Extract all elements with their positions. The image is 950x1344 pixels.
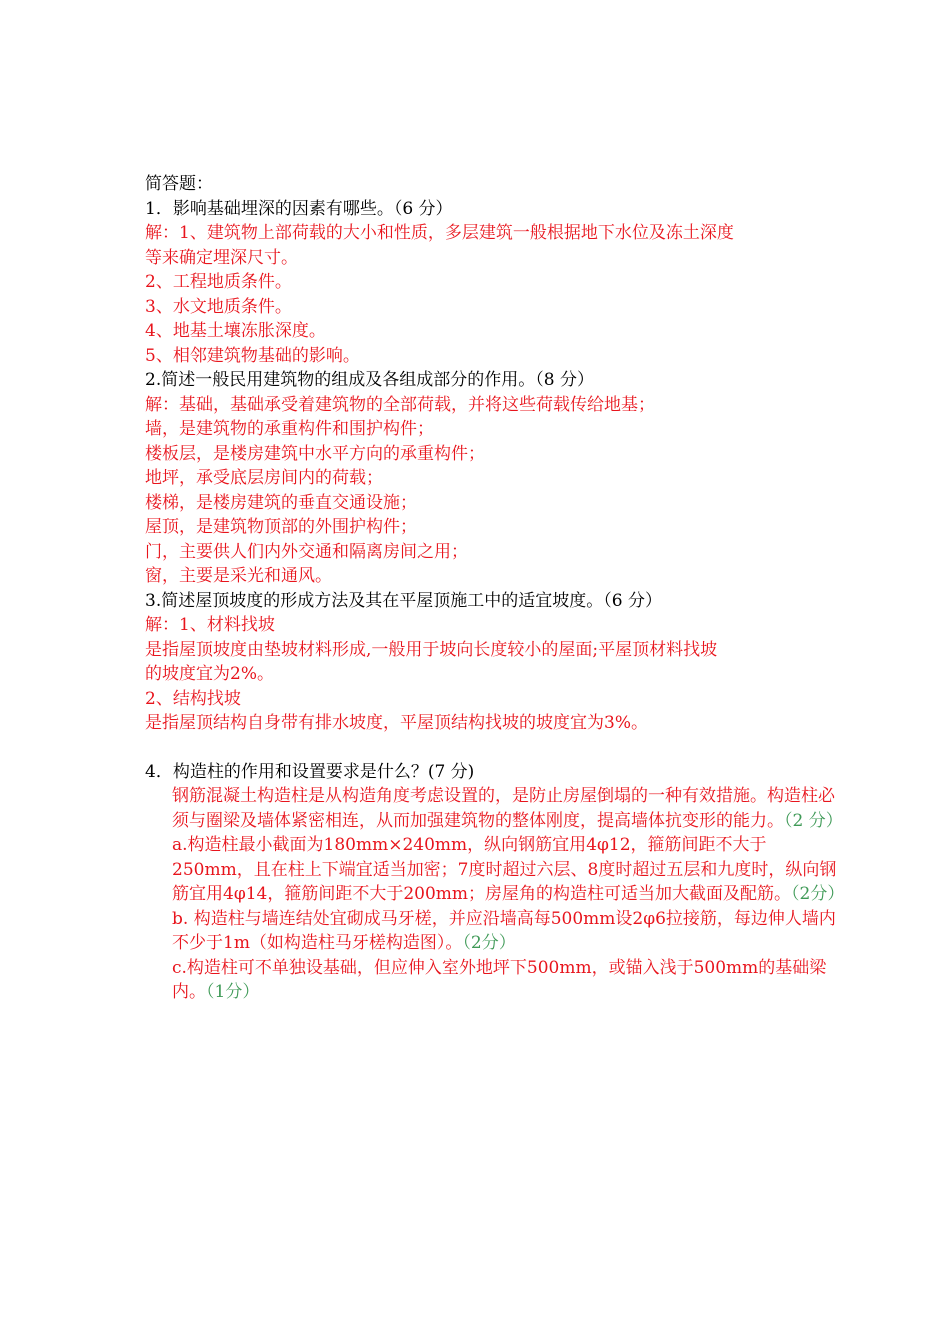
answer-4-paragraph-a: [145, 833, 845, 907]
answer-4-paragraph-c-score: （1分）: [206, 982, 260, 1002]
question-1: 1．影响基础埋深的因素有哪些。（6 分）: [145, 198, 453, 219]
answer-3-method-1-line-2: 的坡度宜为2%。: [145, 664, 274, 684]
answer-1-line-2: 等来确定埋深尺寸。: [145, 247, 298, 268]
document-page: [145, 172, 845, 1005]
answer-3-method-1-title: 解：1、材料找坡: [145, 615, 275, 635]
answer-4-paragraph-1-text: 钢筋混凝土构造柱是从构造角度考虑设置的，是防止房屋倒塌的一种有效措施。构造柱必须与圈梁及墙体紧密相连，从而加强建筑物的整体刚度，提高墙体抗变形的能力。: [172, 786, 835, 831]
answer-2-line: 楼梯，是楼房建筑的垂直交通设施；: [145, 492, 417, 513]
answer-1-item-2: 2、工程地质条件。: [145, 272, 292, 292]
answer-1-item-3: 3、水文地质条件。: [145, 296, 292, 317]
answer-4-paragraph-a-text: a.构造柱最小截面为180mm×240mm，纵向钢筋宜用4φ12，箍筋间距不大于250mm，且在柱上下端宜适当加密；7度时超过六层、8度时超过五层和九度时，纵向钢筋宜用4φ14，箍筋间距不大于200mm；房屋角的构造柱可适当加大截面及配筋。: [172, 835, 837, 904]
answer-1-item-4: 4、地基土壤冻胀深度。: [145, 321, 326, 341]
answer-3-method-2-line-1: 是指屋顶结构自身带有排水坡度，平屋顶结构找坡的坡度宜为3%。: [145, 713, 648, 733]
answer-2-line: 地坪，承受底层房间内的荷载；: [145, 468, 383, 488]
section-heading: 简答题：: [145, 174, 213, 194]
answer-4-paragraph-1: [145, 784, 845, 833]
answer-3-method-2-title: 2、结构找坡: [145, 688, 241, 709]
answer-4-paragraph-b-score: （2分）: [462, 933, 516, 953]
question-2: 2.简述一般民用建筑物的组成及各组成部分的作用。（8 分）: [145, 370, 594, 390]
spacer: [145, 736, 845, 760]
answer-2-line: 墙，是建筑物的承重构件和围护构件；: [145, 419, 434, 439]
answer-4-paragraph-b-text: b. 构造柱与墙连结处宜砌成马牙槎，并应沿墙高每500mm设2φ6拉接筋，每边伸人墙内不少于1m（如构造柱马牙槎构造图）。: [172, 908, 836, 953]
answer-2-line: 门，主要供人们内外交通和隔离房间之用；: [145, 541, 468, 562]
answer-2-line: 解：基础，基础承受着建筑物的全部荷载，并将这些荷载传给地基；: [145, 394, 655, 415]
answer-4-paragraph-a-score: （2分）: [791, 884, 845, 904]
answer-1-item-5: 5、相邻建筑物基础的影响。: [145, 345, 360, 366]
answer-2-line: 屋顶，是建筑物顶部的外围护构件；: [145, 517, 417, 537]
question-3: 3.简述屋顶坡度的形成方法及其在平屋顶施工中的适宜坡度。（6 分）: [145, 590, 662, 611]
answer-4-paragraph-c-text: c.构造柱可不单独设基础，但应伸入室外地坪下500mm，或锚入浅于500mm的基础梁内。: [172, 957, 827, 1002]
answer-4-paragraph-b: [145, 907, 845, 956]
answer-3-method-1-line-1: 是指屋顶坡度由垫坡材料形成,一般用于坡向长度较小的屋面;平屋顶材料找坡: [145, 639, 718, 660]
answer-2-line: 楼板层，是楼房建筑中水平方向的承重构件；: [145, 443, 485, 464]
answer-4-paragraph-c: [145, 956, 845, 1005]
answer-1-line-1: 解：1、建筑物上部荷载的大小和性质，多层建筑一般根据地下水位及冻土深度: [145, 223, 734, 243]
answer-2-line: 窗，主要是采光和通风。: [145, 566, 332, 586]
question-4: 4．构造柱的作用和设置要求是什么？(7 分): [145, 761, 475, 782]
answer-4-paragraph-1-score: （2 分）: [784, 810, 843, 831]
